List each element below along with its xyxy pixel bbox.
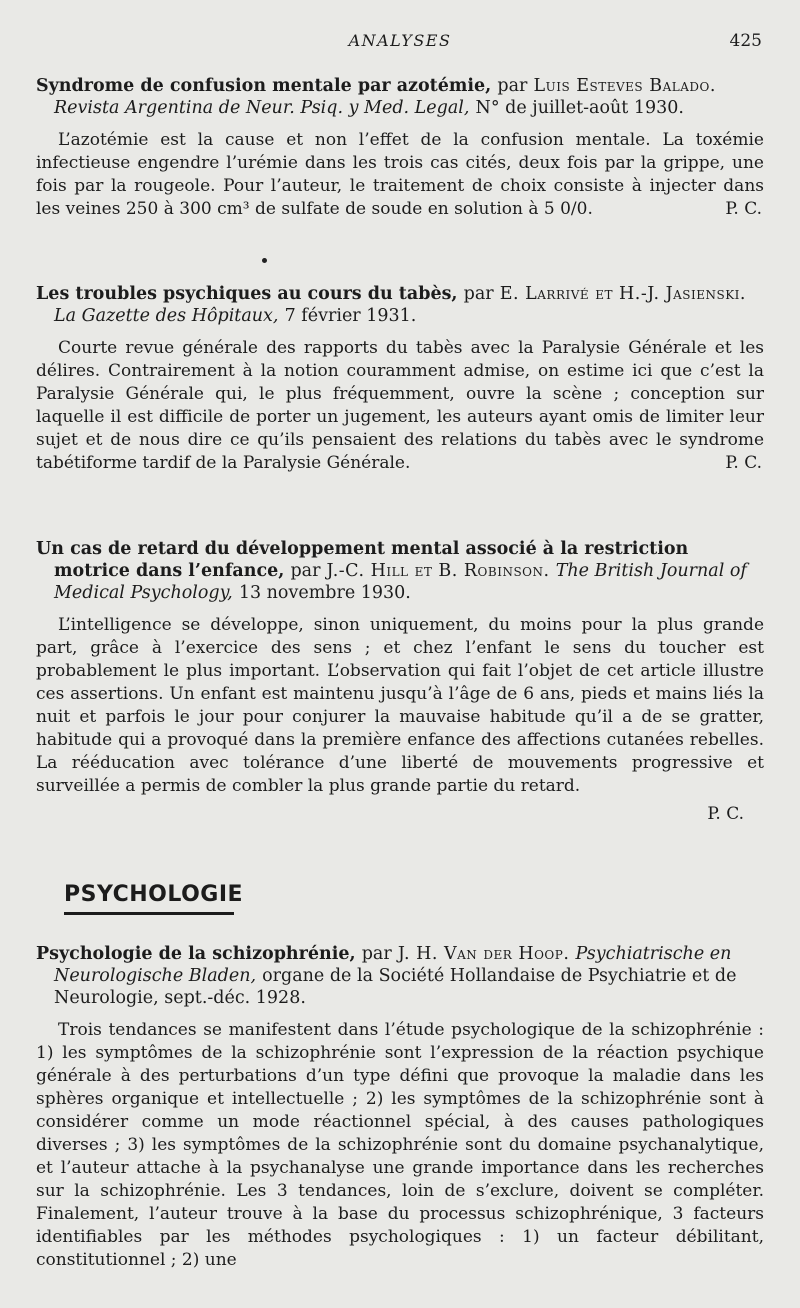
article-body <box>36 614 764 798</box>
article-body-text: Courte revue générale des rapports du tabès avec la Paralysie Générale et les délires. Contrairement à la notion couramment admise, on estime ici que c’est la Paralysie Générale qui, le plus fréquemment, ouvre la scène ; conception sur laquelle il est difficile de porter un jugement, les auteurs ayant omis de limiter leur sujet et de nous dire ce qu’ils pensaient des relations du tabès avec le syndrome tabétiforme tardif de la Paralysie Générale. <box>36 338 764 473</box>
article-by: par <box>463 284 494 304</box>
article-date: N° de juillet-août 1930. <box>475 98 684 118</box>
article-title: Un cas de retard du développement mental associé à la restriction motrice dans l’enfance, <box>36 539 689 581</box>
article-tabes <box>36 283 764 475</box>
article-journal: La Gazette des Hôpitaux, <box>54 306 279 326</box>
article-title-block <box>36 75 764 119</box>
article-body <box>36 1019 764 1272</box>
article-journal: Psychiatrische en Neurologische Bladen, <box>54 944 732 986</box>
running-head: ANALYSES <box>348 31 452 50</box>
article-signature: P. C. <box>725 453 762 473</box>
section-underline <box>64 912 234 915</box>
page-number: 425 <box>729 31 762 51</box>
article-retard-mental <box>36 538 764 824</box>
article-date: 13 novembre 1930. <box>238 583 411 603</box>
article-authors: Luis Esteves Balado. <box>533 76 716 96</box>
article-authors: E. Larrivé et H.-J. Jasienski. <box>499 284 746 304</box>
article-date: 7 février 1931. <box>284 306 417 326</box>
article-title-block <box>36 943 764 1009</box>
article-title: Les troubles psychiques au cours du tabès, <box>36 284 458 304</box>
article-body-text: L’intelligence se développe, sinon uniquement, du moins pour la plus grande part, grâce à l’exercice des sens ; et chez l’enfant le sens du toucher est probablement le plus important. L’observation qui fait l’objet de cet article illustre ces assertions. Un enfant est maintenu jusqu’à l’âge de 6 ans, pieds et mains liés la nuit et parfois le jour pour conjurer la mauvaise habitude qu’il a de se gratter, habitude qui a provoqué dans la première enfance des affections cutanées rebelles. La rééducation avec tolérance d’une liberté de mouvements progressive et surveillée a permis de combler la plus grande partie du retard. <box>36 615 764 796</box>
article-title-block <box>36 538 764 604</box>
article-by: par <box>290 561 321 581</box>
article-title-block <box>36 283 764 327</box>
article-signature: P. C. <box>725 199 762 219</box>
article-signature: P. C. <box>707 804 744 824</box>
article-title: Syndrome de confusion mentale par azotémie, <box>36 76 492 96</box>
separator-dot <box>262 258 267 263</box>
article-by: par <box>497 76 528 96</box>
article-journal: Revista Argentina de Neur. Psiq. y Med. Legal, <box>54 98 470 118</box>
section-heading: PSYCHOLOGIE <box>64 882 244 907</box>
article-date: organe de la Société Hollandaise de Psychiatrie et de Neurologie, sept.-déc. 1928. <box>54 966 737 1008</box>
article-by: par <box>361 944 392 964</box>
article-body-text: Trois tendances se manifestent dans l’étude psychologique de la schizophrénie : 1) les symptômes de la schizophrénie sont l’expression de la réaction psychique générale à des perturbations d’un type défini que provoque la maladie dans les sphères organique et intellectuelle ; 2) les symptômes de la schizophrénie sont à considérer comme un mode réactionnel spécial, à des causes pathologiques diverses ; 3) les symptômes de la schizophrénie sont du domaine psychanalytique, et l’auteur attache à la psychanalyse une grande importance dans les recherches sur la schizophrénie. Les 3 tendances, loin de s’exclure, doivent se compléter. Finalement, l’auteur trouve à la base du processus schizophrénique, 3 facteurs identifiables par les méthodes psychologiques : 1) un facteur débilitant, constitutionnel ; 2) une <box>36 1020 764 1270</box>
article-schizophrenie <box>36 943 764 1272</box>
article-body <box>36 129 764 221</box>
article-authors: J. H. Van der Hoop. <box>397 944 570 964</box>
article-authors: J.-C. Hill et B. Robinson. <box>326 561 550 581</box>
article-body-text: L’azotémie est la cause et non l’effet de la confusion mentale. La toxémie infectieuse engendre l’urémie dans les trois cas cités, deux fois par la grippe, une fois par la rougeole. Pour l’auteur, le traitement de choix consiste à injecter dans les veines 250 à 300 cm³ de sulfate de soude en solution à 5 0/0. <box>36 130 764 219</box>
article-journal: The British Journal of Medical Psychology, <box>54 561 747 603</box>
article-azotemie <box>36 75 764 221</box>
article-body <box>36 337 764 475</box>
article-title: Psychologie de la schizophrénie, <box>36 944 356 964</box>
